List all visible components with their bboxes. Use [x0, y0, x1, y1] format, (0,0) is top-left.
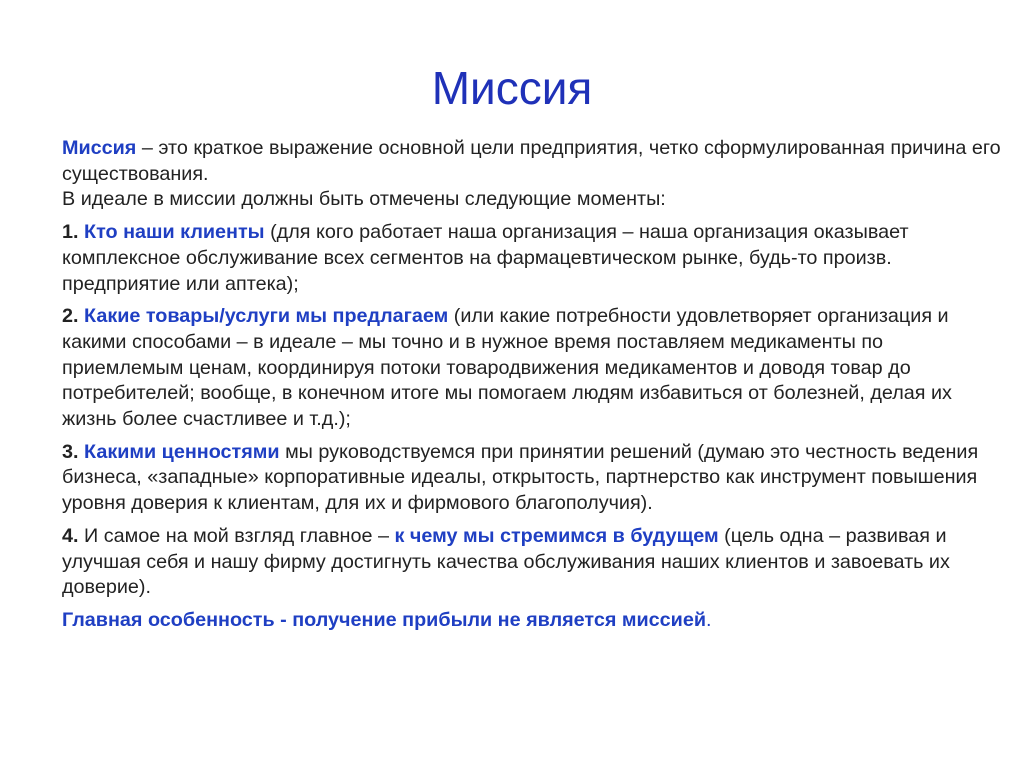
point-4-number: 4. [62, 524, 79, 547]
point-3-text: мы руководствуемся при принятии решений (думаю это честность ведения бизнеса, «западные» корпоративные идеалы, открытость, партнерство как инструмент повышения уровня доверия к клиентам, для их и фирмового благополучия). [62, 440, 979, 515]
point-2-text: (или какие потребности удовлетворяет организация и какими способами – в идеале – мы точно и в нужное время поставляем медикаменты по приемлемым ценам, координируя потоки товародвижения медикаментов и доводя товар до потребителей; вообще, в конечном итоге мы помогаем людям избавиться от болезней, делая их жизнь более счастливее и т.д.); [62, 305, 952, 431]
intro-term: Миссия [62, 137, 137, 159]
intro-paragraph [62, 136, 1002, 213]
point-3 [62, 440, 1002, 517]
point-3-highlight: Какими ценностями [84, 440, 280, 463]
point-2-number: 2. [62, 305, 79, 328]
point-1-highlight: Кто наши клиенты [84, 221, 265, 244]
point-4-highlight: к чему мы стремимся в будущем [394, 524, 719, 547]
point-1 [62, 220, 1002, 297]
point-4-text: (цель одна – развивая и улучшая себя и нашу фирму достигнуть качества обслуживания наших клиентов и завоевать их доверие). [62, 524, 950, 599]
slide-content [62, 136, 1002, 634]
conclusion-paragraph [62, 608, 1002, 634]
point-2 [62, 304, 1002, 433]
point-4-prefix: И самое на мой взгляд главное – [78, 524, 395, 547]
point-1-text: (для кого работает наша организация – наша организация оказывает комплексное обслуживание всех сегментов на фармацевтическом рынке, будь-то произв. предприятие или аптека); [62, 221, 909, 295]
intro-definition: – это краткое выражение основной цели предприятия, четко сформулированная причина его существования. [62, 137, 1001, 185]
point-3-number: 3. [62, 440, 79, 463]
conclusion-end: . [706, 608, 712, 631]
intro-lead: В идеале в миссии должны быть отмечены следующие моменты: [62, 188, 666, 211]
point-1-number: 1. [62, 221, 79, 244]
slide-title: Миссия [431, 62, 593, 114]
point-4 [62, 524, 1002, 601]
point-2-highlight: Какие товары/услуги мы предлагаем [84, 305, 449, 328]
conclusion-text: Главная особенность - получение прибыли не является миссией [62, 608, 706, 631]
